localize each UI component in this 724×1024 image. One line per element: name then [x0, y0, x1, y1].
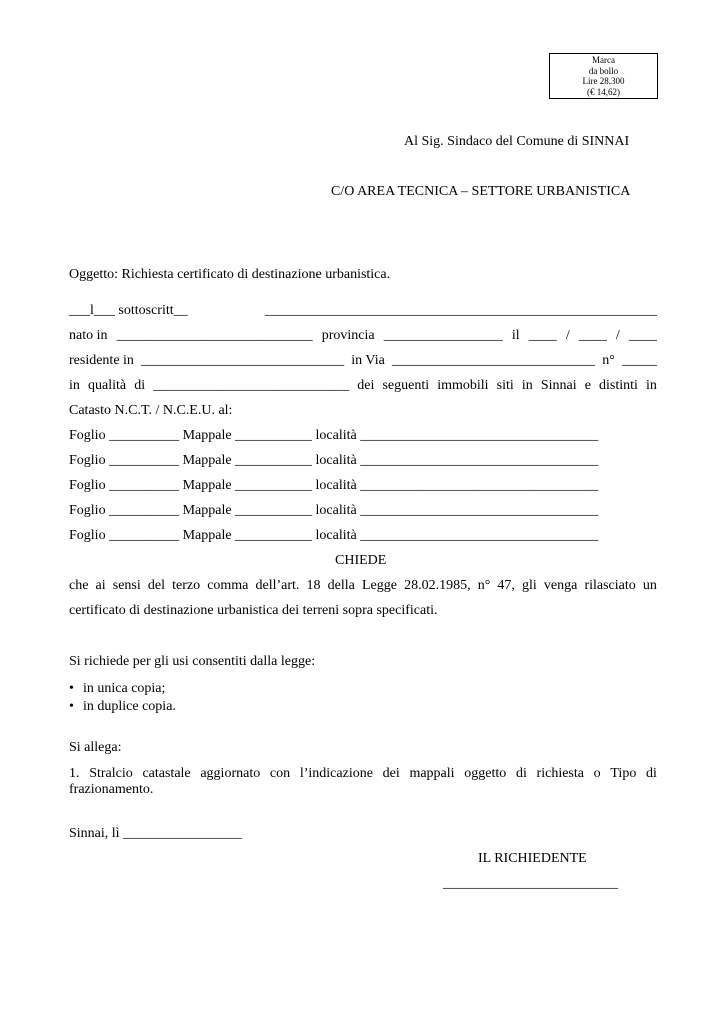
foglio-row-4: Foglio __________ Mappale ___________ località __________________________________	[69, 503, 599, 518]
form-row-capacity	[69, 378, 657, 394]
attachment-line-2: frazionamento.	[69, 782, 154, 797]
word: terzo	[172, 578, 201, 593]
word: in	[521, 378, 533, 393]
word: in	[69, 378, 80, 393]
attachment-line-1	[69, 766, 657, 782]
word: aggiornato	[200, 766, 261, 781]
bullet-icon: •	[69, 699, 74, 714]
cadastre-line: Catasto N.C.T. / N.C.E.U. al:	[69, 403, 233, 418]
word: oggetto	[464, 766, 507, 781]
foglio-row-2: Foglio __________ Mappale ___________ località __________________________________	[69, 453, 599, 468]
word: gli	[522, 578, 537, 593]
stamp-line: da bollo	[588, 65, 619, 76]
word: richiesta	[536, 766, 584, 781]
province-field: _________________	[383, 328, 503, 343]
word: del	[147, 578, 165, 593]
word: dell’art.	[255, 578, 300, 593]
street-number-field: _____	[621, 353, 657, 368]
birth-day-field: ____	[528, 328, 557, 343]
form-row-applicant	[69, 303, 657, 319]
request-paragraph-line-1	[69, 578, 657, 594]
word: seguenti	[382, 378, 430, 393]
word: siti	[496, 378, 514, 393]
word: che	[69, 578, 89, 593]
text: in Via	[351, 353, 385, 368]
text: /	[615, 328, 620, 343]
form-row-residence	[69, 353, 657, 369]
word: qualità	[87, 378, 127, 393]
text: il	[511, 328, 520, 343]
addressee-line-1: Al Sig. Sindaco del Comune di SINNAI	[404, 134, 630, 149]
word: della	[327, 578, 355, 593]
addressee-line-2: C/O AREA TECNICA – SETTORE URBANISTICA	[331, 184, 631, 199]
attachments-intro: Si allega:	[69, 740, 122, 755]
revenue-stamp-box	[549, 53, 658, 99]
word: di	[646, 766, 657, 781]
word: dei	[357, 378, 375, 393]
word: in	[646, 378, 657, 393]
word: di	[134, 378, 146, 393]
place-date-line: Sinnai, lì _________________	[69, 826, 243, 841]
word: catastale	[142, 766, 191, 781]
foglio-row-3: Foglio __________ Mappale ___________ località __________________________________	[69, 478, 599, 493]
word: di	[515, 766, 527, 781]
use-option-label: in unica copia;	[83, 681, 166, 696]
word: o	[593, 766, 601, 781]
signature-line: _________________________	[443, 876, 618, 891]
birth-year-field: ____	[628, 328, 657, 343]
word: distinti	[599, 378, 638, 393]
residence-field: _____________________________	[141, 353, 345, 368]
word: un	[642, 578, 657, 593]
word: l’indicazione	[299, 766, 373, 781]
use-option-1	[69, 681, 165, 697]
subject-line: Oggetto: Richiesta certificato di destinazione urbanistica.	[69, 267, 391, 282]
stamp-line: Marca	[592, 55, 615, 65]
form-row-birth	[69, 328, 657, 344]
chiede-heading: CHIEDE	[335, 553, 387, 568]
word: Legge	[361, 578, 397, 593]
word: comma	[207, 578, 249, 593]
street-field: _____________________________	[392, 353, 595, 368]
text: nato in	[69, 328, 108, 343]
stamp-line: Lire 28.300	[582, 76, 625, 86]
word: venga	[543, 578, 578, 593]
text: n°	[602, 353, 615, 368]
text: provincia	[321, 328, 375, 343]
foglio-row-5: Foglio __________ Mappale ___________ località __________________________________	[69, 528, 599, 543]
word: e	[584, 378, 591, 393]
word: dei	[382, 766, 400, 781]
word: 18	[306, 578, 321, 593]
word: 47,	[497, 578, 515, 593]
word: mappali	[409, 766, 455, 781]
word: Stralcio	[89, 766, 133, 781]
word: sensi	[112, 578, 141, 593]
applicant-name-field: ________________________________________________________	[265, 303, 657, 318]
request-paragraph-line-2: certificato di destinazione urbanistica dei terreni sopra specificati.	[69, 603, 438, 618]
word: con	[269, 766, 291, 781]
applicant-label: ___l___ sottoscritt__	[69, 303, 188, 318]
bullet-icon: •	[69, 681, 74, 696]
text: /	[565, 328, 570, 343]
uses-intro: Si richiede per gli usi consentiti dalla legge:	[69, 654, 316, 669]
word: rilasciato	[584, 578, 636, 593]
foglio-row-1: Foglio __________ Mappale ___________ località __________________________________	[69, 428, 599, 443]
word: 1.	[69, 766, 80, 781]
word: ai	[95, 578, 106, 593]
use-option-label: in duplice copia.	[83, 699, 176, 714]
capacity-field: ____________________________	[153, 378, 350, 393]
word: 28.02.1985,	[404, 578, 471, 593]
text: residente in	[69, 353, 134, 368]
signature-label: IL RICHIEDENTE	[478, 851, 587, 866]
word: immobili	[437, 378, 489, 393]
word: n°	[477, 578, 491, 593]
birthplace-field: ____________________________	[116, 328, 313, 343]
word: Sinnai	[540, 378, 577, 393]
use-option-2	[69, 699, 176, 715]
stamp-line: (€ 14,62)	[587, 86, 620, 97]
word: Tipo	[610, 766, 637, 781]
birth-month-field: ____	[578, 328, 607, 343]
